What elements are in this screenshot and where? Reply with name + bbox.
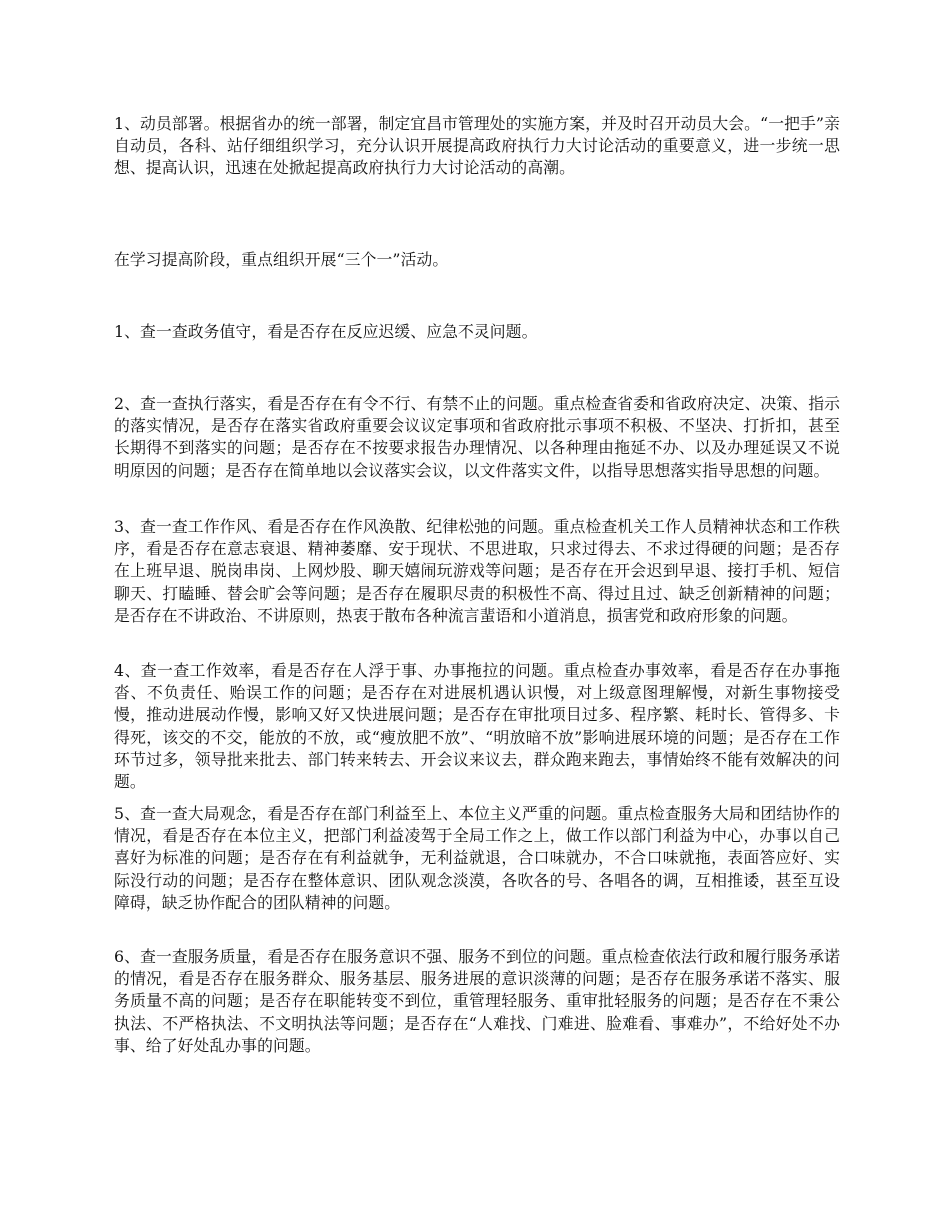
paragraph-study-stage: 在学习提高阶段，重点组织开展“三个一”活动。 (114, 250, 449, 269)
paragraph-mobilization: 1、动员部署。根据省办的统一部署，制定宜昌市管理处的实施方案，并及时召开动员大会。“一把手”亲自动员，各科、站仔细组织学习，充分认识开展提高政府执行力大讨论活动的重要意义，进一步统一思想、提高认识，迅速在处掀起提高政府执行力大讨论活动的高潮。 (114, 114, 840, 178)
paragraph-check-efficiency: 4、查一查工作效率，看是否存在人浮于事、办事拖拉的问题。重点检查办事效率，看是否存在办事拖沓、不负责任、贻误工作的问题；是否存在对进展机遇认识慢，对上级意图理解慢，对新生事物接受慢，推动进展动作慢，影响又好又快进展问题；是否存在审批项目过多、程序繁、耗时长、管得多、卡得死，该交的不交，能放的不放，或“瘦放肥不放”、“明放暗不放”影响进展环境的问题；是否存在工作环节过多，领导批来批去、部门转来转去、开会议来议去，群众跑来跑去，事情始终不能有效解决的问题。 (114, 661, 840, 792)
paragraph-check-service-quality: 6、查一查服务质量，看是否存在服务意识不强、服务不到位的问题。重点检查依法行政和履行服务承诺的情况，看是否存在服务群众、服务基层、服务进展的意识淡薄的问题；是否存在服务承诺不落实、服务质量不高的问题；是否存在职能转变不到位，重管理轻服务、重审批轻服务的问题；是否存在不秉公执法、不严格执法、不文明执法等问题；是否存在“人难找、门难进、脸难看、事难办”，不给好处不办事、给了好处乱办事的问题。 (114, 947, 840, 1055)
paragraph-check-execution: 2、查一查执行落实，看是否存在有令不行、有禁不止的问题。重点检查省委和省政府决定、决策、指示的落实情况，是否存在落实省政府重要会议议定事项和省政府批示事项不积极、不坚决、打折扣，甚至长期得不到落实的问题；是否存在不按要求报告办理情况、以各种理由拖延不办、以及办理延误又不说明原因的问题；是否存在简单地以会议落实会议，以文件落实文件，以指导思想落实指导思想的问题。 (114, 394, 840, 480)
paragraph-check-work-style: 3、查一查工作作风、看是否存在作风涣散、纪律松弛的问题。重点检查机关工作人员精神状态和工作秩序，看是否存在意志衰退、精神萎靡、安于现状、不思进取，只求过得去、不求过得硬的问题；是否存在上班早退、脱岗串岗、上网炒股、聊天嬉闹玩游戏等问题；是否存在开会迟到早退、接打手机、短信聊天、打瞌睡、替会旷会等问题；是否存在履职尽责的积极性不高、得过且过、缺乏创新精神的问题；是否存在不讲政治、不讲原则，热衷于散布各种流言蜚语和小道消息，损害党和政府形象的问题。 (114, 517, 840, 625)
paragraph-check-overall-view: 5、查一查大局观念，看是否存在部门利益至上、本位主义严重的问题。重点检查服务大局和团结协作的情况，看是否存在本位主义，把部门利益凌驾于全局工作之上，做工作以部门利益为中心，办事以自己喜好为标准的问题；是否存在有利益就争，无利益就退，合口味就办，不合口味就拖，表面答应好、实际没行动的问题；是否存在整体意识、团队观念淡漠，各吹各的号、各唱各的调，互相推诿，甚至互设障碍，缺乏协作配合的团队精神的问题。 (114, 804, 840, 912)
paragraph-check-duty: 1、查一查政务值守，看是否存在反应迟缓、应急不灵问题。 (114, 322, 538, 341)
